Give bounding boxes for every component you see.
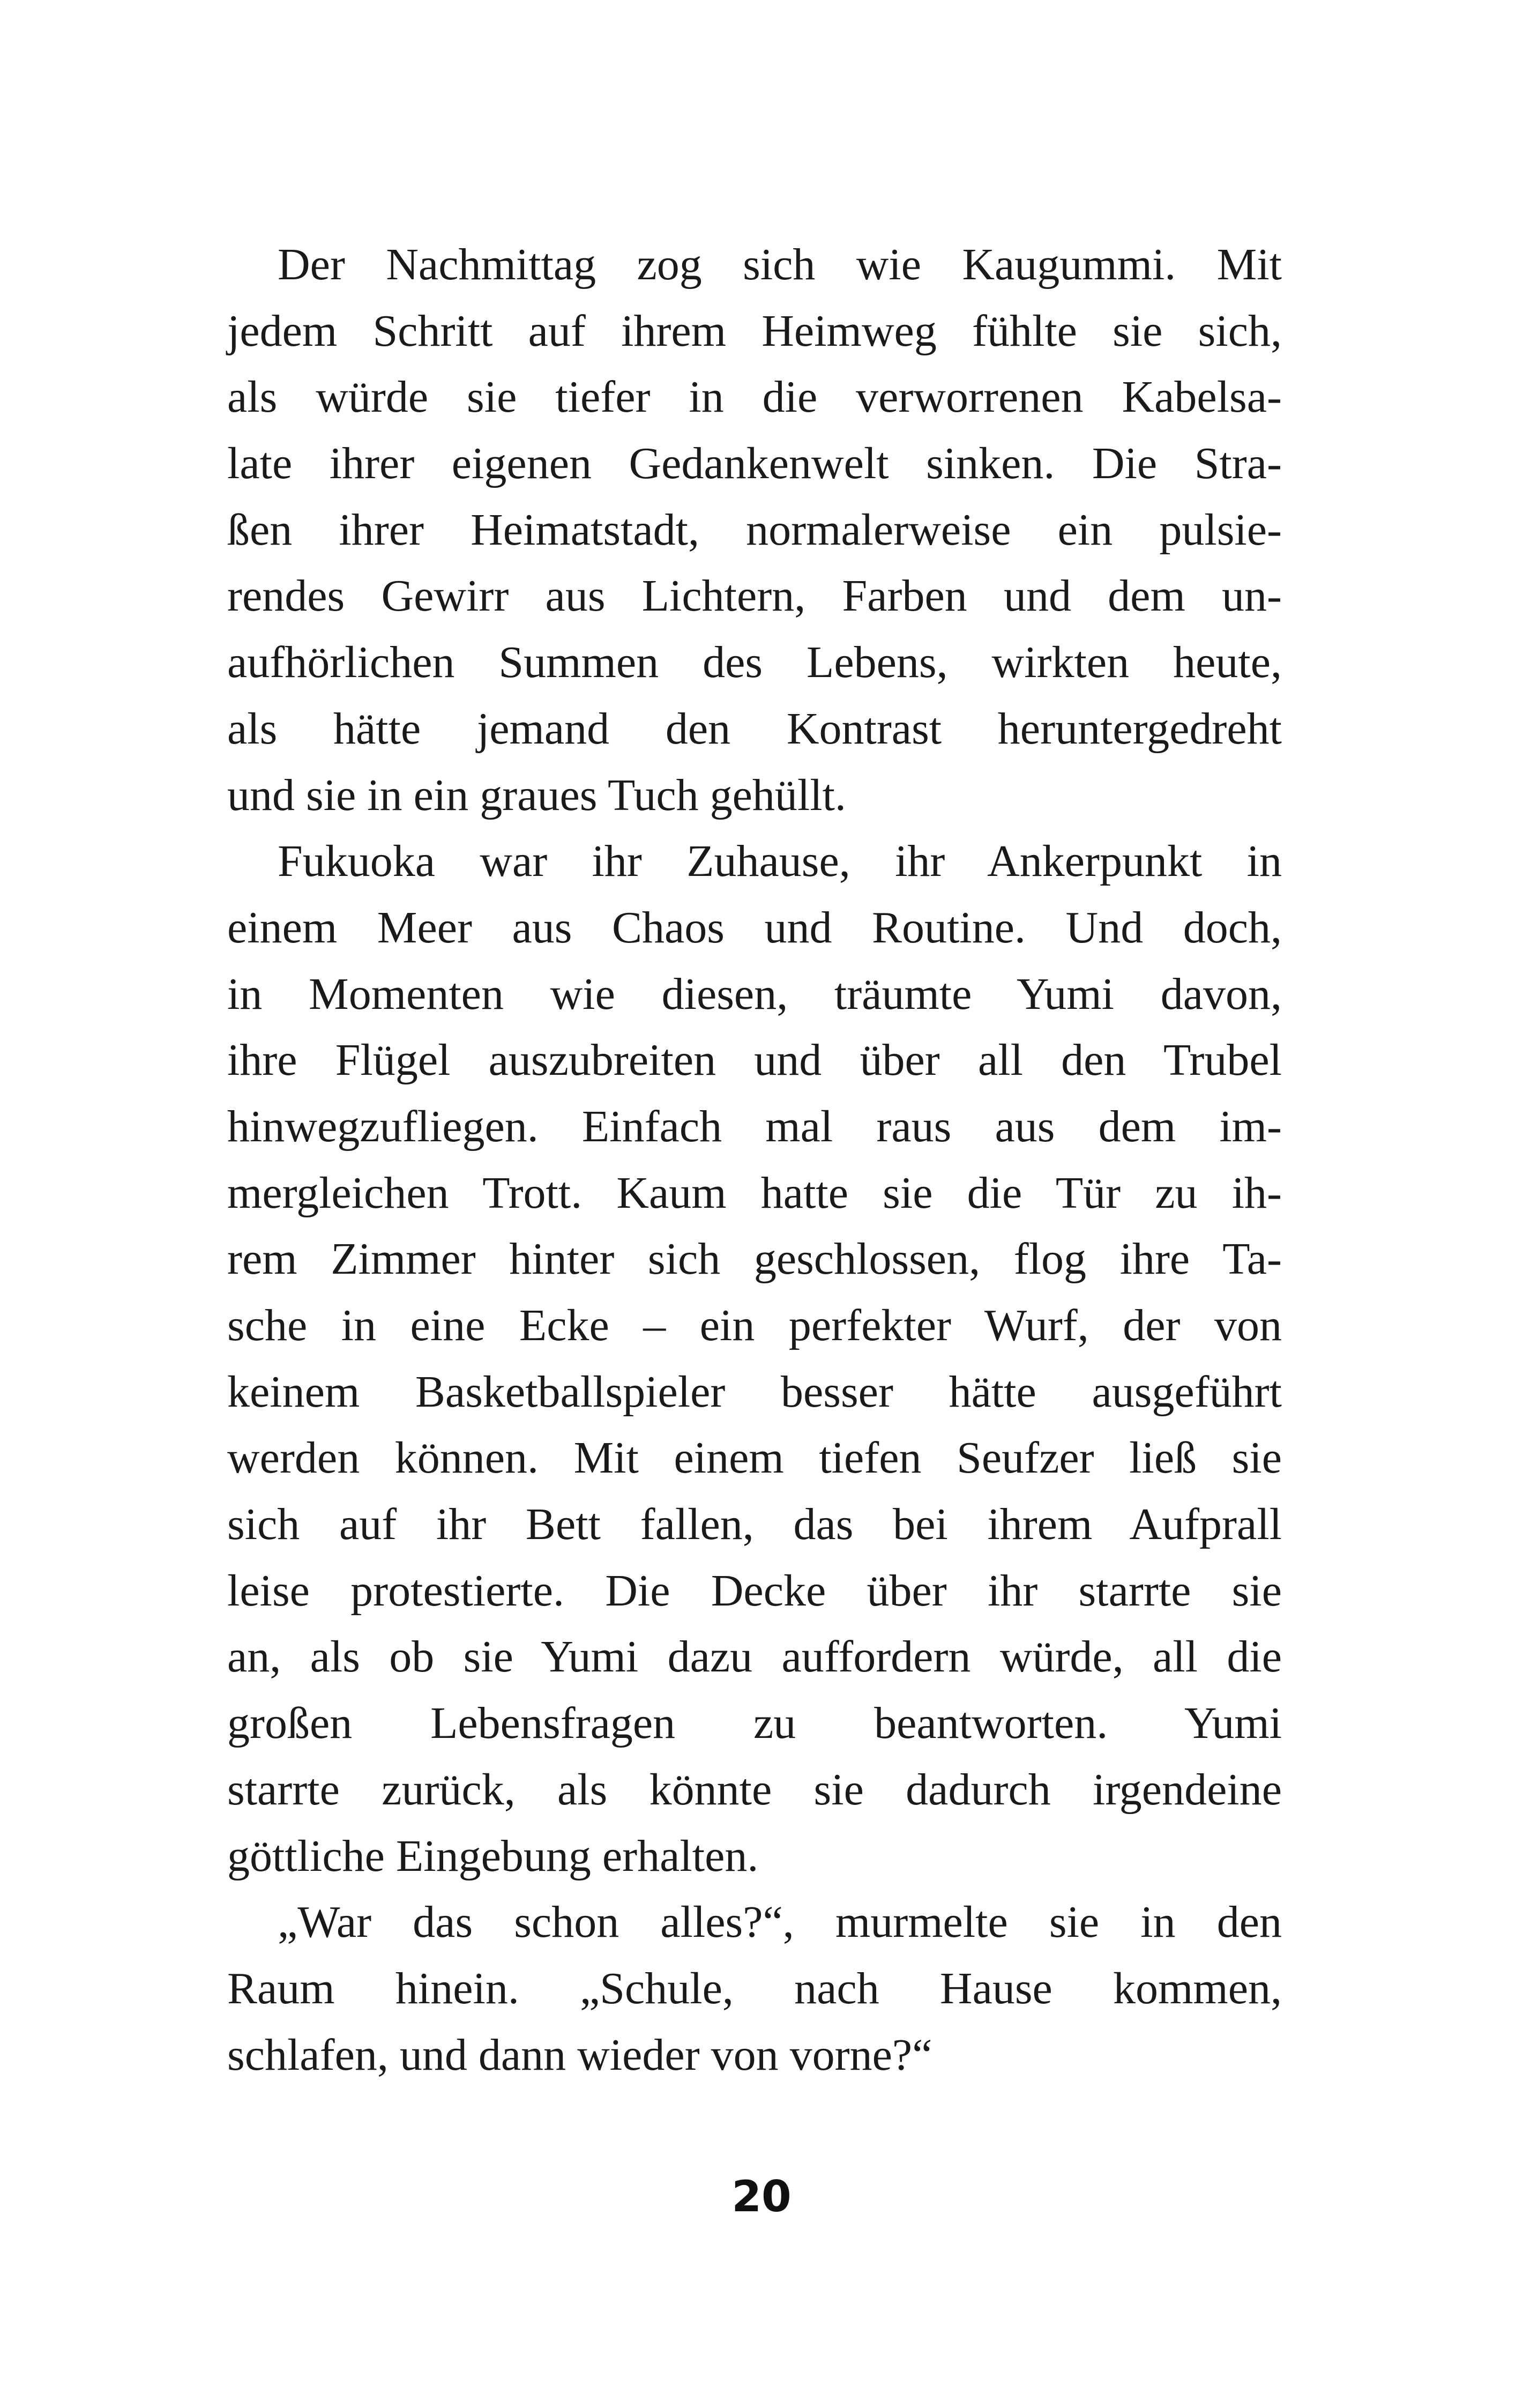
paragraph bbox=[227, 1889, 1282, 2088]
text-line: keinem Basketballspieler besser hätte ausgeführt bbox=[227, 1366, 1282, 1417]
text-line: göttliche Eingebung erhalten. bbox=[227, 1831, 759, 1881]
page-number: 20 bbox=[731, 2172, 792, 2221]
text-line: als hätte jemand den Kontrast heruntergedreht bbox=[227, 703, 1282, 754]
text-line: Raum hinein. „Schule, nach Hause kommen, bbox=[227, 1963, 1282, 2013]
text-line: und sie in ein graues Tuch gehüllt. bbox=[227, 770, 846, 820]
text-line: ihre Flügel auszubreiten und über all den Trubel bbox=[227, 1035, 1282, 1086]
text-line: mergleichen Trott. Kaum hatte sie die Tür zu ih- bbox=[227, 1168, 1282, 1218]
text-line: sich auf ihr Bett fallen, das bei ihrem Aufprall bbox=[227, 1499, 1282, 1550]
text-line: ßen ihrer Heimatstadt, normalerweise ein pulsie- bbox=[227, 504, 1282, 555]
text-line: als würde sie tiefer in die verworrenen Kabelsa- bbox=[227, 372, 1282, 422]
text-line: in Momenten wie diesen, träumte Yumi davon, bbox=[227, 969, 1282, 1019]
text-line: leise protestierte. Die Decke über ihr starrte sie bbox=[227, 1565, 1282, 1616]
paragraph bbox=[227, 232, 1282, 828]
text-line: Fukuoka war ihr Zuhause, ihr Ankerpunkt in bbox=[278, 836, 1282, 887]
text-line: Der Nachmittag zog sich wie Kaugummi. Mit bbox=[278, 240, 1282, 289]
text-line: rendes Gewirr aus Lichtern, Farben und dem un- bbox=[227, 571, 1282, 621]
paragraph bbox=[227, 828, 1282, 1889]
text-line: hinwegzufliegen. Einfach mal raus aus dem im- bbox=[227, 1101, 1282, 1151]
text-line: schlafen, und dann wieder von vorne?“ bbox=[227, 2030, 932, 2080]
text-line: starrte zurück, als könnte sie dadurch irgendeine bbox=[227, 1764, 1282, 1815]
text-line: großen Lebensfragen zu beantworten. Yumi bbox=[227, 1698, 1282, 1749]
text-line: werden können. Mit einem tiefen Seufzer ließ sie bbox=[227, 1433, 1282, 1483]
text-line: late ihrer eigenen Gedankenwelt sinken. Die Stra- bbox=[227, 439, 1282, 489]
text-line: einem Meer aus Chaos und Routine. Und doch, bbox=[227, 902, 1282, 953]
text-line: sche in eine Ecke – ein perfekter Wurf, der von bbox=[227, 1300, 1282, 1350]
text-line: „War das schon alles?“, murmelte sie in den bbox=[278, 1897, 1282, 1948]
body-text bbox=[227, 232, 1282, 2088]
text-line: rem Zimmer hinter sich geschlossen, flog ihre Ta- bbox=[227, 1234, 1282, 1284]
text-line: jedem Schritt auf ihrem Heimweg fühlte sie sich, bbox=[227, 306, 1282, 356]
text-line: an, als ob sie Yumi dazu auffordern würde, all die bbox=[227, 1632, 1282, 1682]
text-line: aufhörlichen Summen des Lebens, wirkten heute, bbox=[227, 637, 1282, 688]
